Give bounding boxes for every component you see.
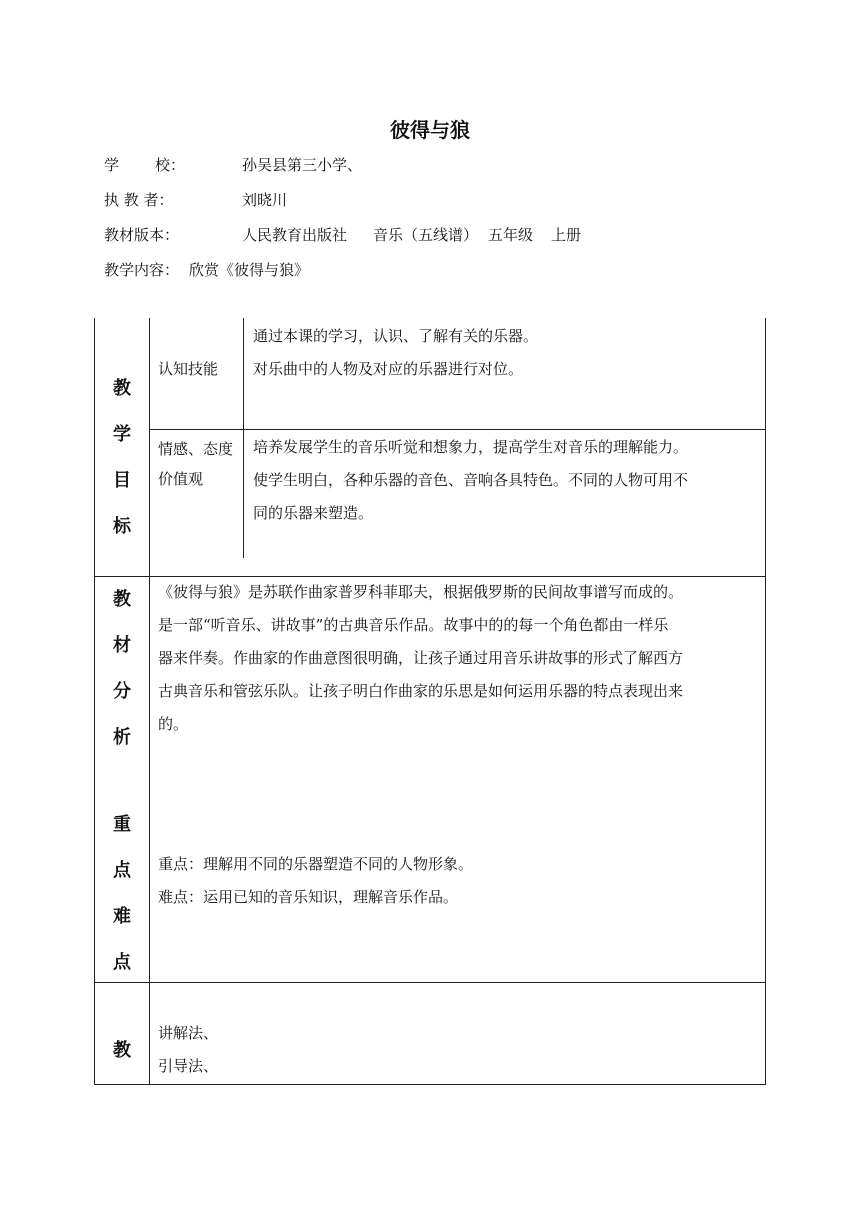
- teacher-label: 执 教 者：: [104, 191, 174, 209]
- edition-row: [104, 225, 581, 245]
- analysis-header: 教 材 分 析: [113, 589, 131, 748]
- goals-cognitive-label: 认知技能: [158, 360, 219, 378]
- edition-subject: 音乐（五线谱）: [373, 226, 479, 244]
- methods-text: 讲解法、 引导法、: [158, 1024, 219, 1075]
- goals-row-divider: [149, 429, 766, 430]
- header-column-divider: [149, 318, 150, 1085]
- edition-grade: 五年级: [488, 226, 534, 244]
- edition-volume: 上册: [551, 226, 582, 244]
- document-title: 彼得与狼: [390, 118, 470, 142]
- school-value: 孙吴县第三小学、: [242, 156, 363, 174]
- edition-publisher: 人民教育出版社: [242, 226, 348, 244]
- keypoints-header: 重 点 难 点: [113, 814, 131, 973]
- goals-cognitive-text: 通过本课的学习，认识、了解有关的乐器。 对乐曲中的人物及对应的乐器进行对位。: [253, 327, 539, 378]
- lesson-plan-table: [94, 318, 766, 1085]
- teacher-value: 刘晓川: [242, 191, 288, 209]
- analysis-section-bottom: [94, 982, 766, 983]
- content-row: [104, 260, 309, 280]
- school-label: 学 校：: [104, 156, 186, 174]
- content-label: 教学内容：: [104, 261, 180, 279]
- school-row: [104, 155, 362, 175]
- content-value: 欣赏《彼得与狼》: [189, 261, 310, 279]
- analysis-text: 《彼得与狼》是苏联作曲家普罗科菲耶夫，根据俄罗斯的民间故事谱写而成的。 是一部“听音乐、讲故事”的古典音乐作品。故事中的的每一个角色都由一样乐 器来伴奏。作曲家的作曲意图很明确，让孩子通过用音乐讲故事的形式了解西方 古典音乐和管弦乐队。让孩子明白作曲家的乐思是如何运用乐器的特点表现出来 的。: [158, 583, 684, 733]
- table-border-bottom: [94, 1084, 766, 1085]
- goals-affective-label: 情感、态度 价值观: [158, 440, 234, 488]
- table-border-left: [94, 318, 95, 1085]
- methods-header: 教: [113, 1040, 131, 1061]
- edition-label: 教材版本：: [104, 226, 180, 244]
- goals-affective-text: 培养发展学生的音乐听觉和想象力，提高学生对音乐的理解能力。 使学生明白，各种乐器的音色、音响各具特色。不同的人物可用不 同的乐器来塑造。: [253, 438, 689, 522]
- teacher-row: [104, 190, 287, 210]
- goals-subcolumn-divider: [243, 318, 244, 558]
- keypoints-text: 重点：理解用不同的乐器塑造不同的人物形象。 难点：运用已知的音乐知识，理解音乐作品。: [158, 855, 474, 906]
- goals-header: 教 学 目 标: [113, 378, 131, 537]
- table-border-right: [765, 318, 766, 1085]
